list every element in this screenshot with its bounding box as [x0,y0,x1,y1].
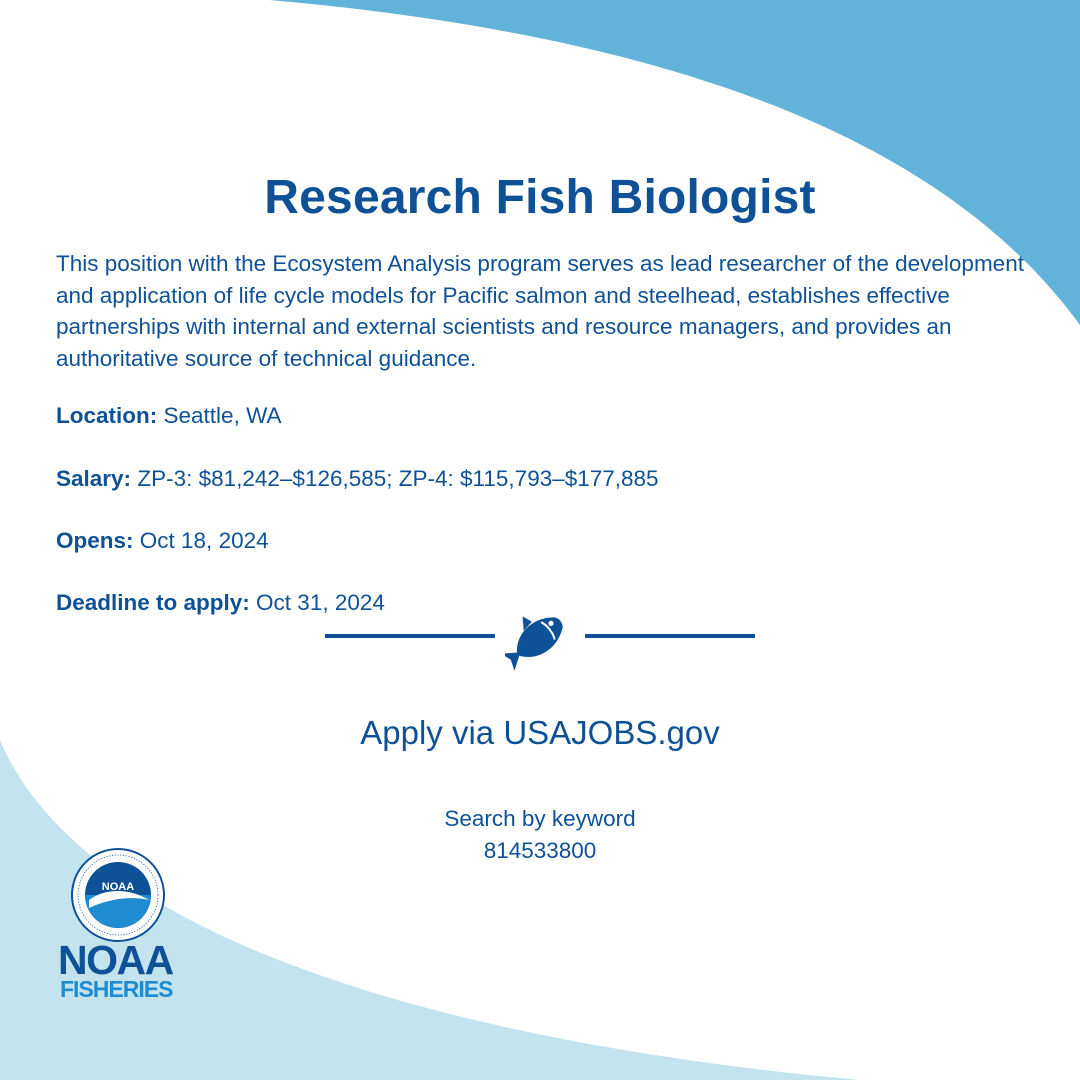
location-value: Seattle, WA [163,403,282,428]
salary-field [56,466,659,492]
fish-divider [325,604,755,674]
job-description: This position with the Ecosystem Analysis program serves as lead researcher of the development and application of life cycle models for Pacific salmon and steelhead, establishes effective partnerships with internal and external scientists and resource managers, and provides an authoritative source of technical guidance. [56,251,1024,371]
salary-label: Salary: [56,466,132,491]
noaa-seal-icon [71,848,165,942]
job-title: Research Fish Biologist [264,171,816,224]
location-label: Location: [56,403,158,428]
salary-value: ZP-3: $81,242–$126,585; ZP-4: $115,793–$177,885 [137,466,659,491]
divider-line-left [325,634,495,638]
search-keyword: 814533800 [483,838,597,863]
apply-link[interactable]: Apply via USAJOBS.gov [360,714,720,751]
deadline-value: Oct 31, 2024 [256,590,385,615]
noaa-wordmark: NOAA [58,937,173,983]
svg-text:NOAA: NOAA [101,881,135,893]
opens-label: Opens: [56,528,134,553]
fish-icon [505,604,575,670]
opens-value: Oct 18, 2024 [139,528,269,553]
location-field [56,403,281,429]
noaa-fisheries-logo [58,848,178,1000]
search-label: Search by keyword [444,806,636,831]
fisheries-wordmark: FISHERIES [60,976,173,1002]
opens-field [56,528,269,554]
divider-line-right [585,634,755,638]
deadline-label: Deadline to apply: [56,590,250,615]
